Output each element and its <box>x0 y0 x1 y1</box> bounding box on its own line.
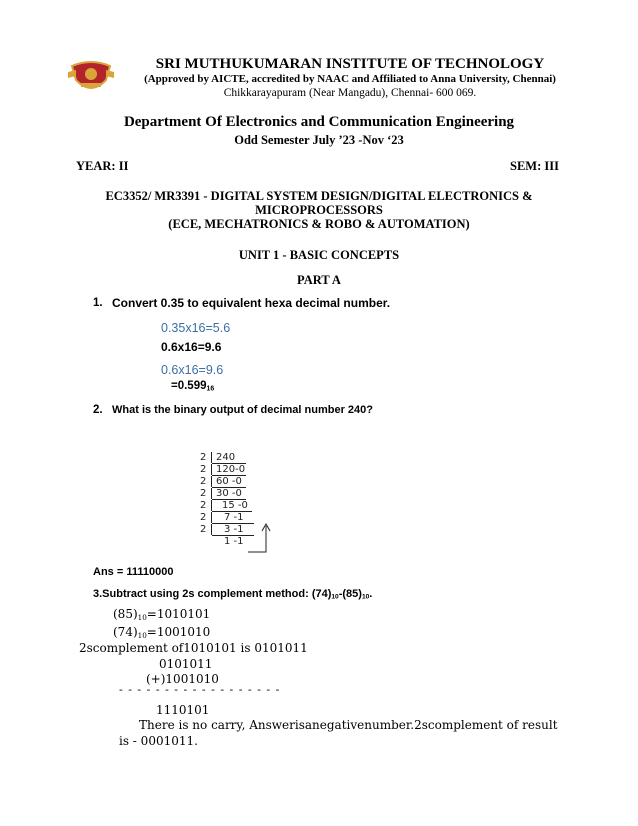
division-divisor: 2 <box>200 464 212 475</box>
division-divisor: 2 <box>200 512 212 523</box>
division-quotient: 60 -0 <box>212 476 246 488</box>
q3-question <box>93 588 372 601</box>
q3-line-74-value: =1001010 <box>146 625 211 639</box>
division-quotient: 120-0 <box>212 464 246 476</box>
division-quotient: 240 <box>212 452 246 464</box>
division-divisor: 2 <box>200 476 212 487</box>
q3-line-85-value: =1010101 <box>146 607 211 621</box>
q3-base-2: 10 <box>361 593 370 601</box>
q3-line-85-base: 10 <box>137 612 147 622</box>
semester-period: Odd Semester July ’23 -Nov ‘23 <box>234 133 404 147</box>
q3-line-74-base: 10 <box>137 630 147 640</box>
q1-number: 1. <box>93 297 103 309</box>
q3-line-74-label: (74) <box>113 625 138 639</box>
q1-result-base: 16 <box>206 385 215 393</box>
division-quotient: 3 -1 <box>212 524 254 536</box>
q3-line-85 <box>113 607 210 622</box>
q1-step-2: 0.6x16=9.6 <box>161 340 222 354</box>
q3-conclusion-line-2: is - 0001011. <box>119 734 198 748</box>
part-title: PART A <box>297 273 341 287</box>
q3-conclusion-line-1: There is no carry, Answerisanegativenumber.2scomplement of result <box>139 718 558 732</box>
division-divisor: 2 <box>200 452 212 463</box>
division-last-row <box>216 536 244 547</box>
division-quotient: 15 -0 <box>212 500 252 512</box>
division-row <box>200 452 246 464</box>
q1-result <box>171 380 214 393</box>
course-line-2: MICROPROCESSORS <box>255 203 383 217</box>
q3-dashed-rule: - - - - - - - - - - - - - - - - - - <box>119 683 281 696</box>
q3-base-1: 10 <box>331 593 339 601</box>
q3-question-prefix: 3.Subtract using 2s complement method: (74) <box>93 588 332 600</box>
division-row <box>200 488 246 500</box>
division-row <box>200 464 246 476</box>
institute-logo <box>68 56 114 96</box>
q1-step-3: 0.6x16=9.6 <box>161 363 224 377</box>
course-line-3: (ECE, MECHATRONICS & ROBO & AUTOMATION) <box>168 217 470 231</box>
division-row <box>200 500 252 512</box>
unit-title: UNIT 1 - BASIC CONCEPTS <box>238 248 400 262</box>
q3-addend-2: (+)1001010 <box>146 672 219 686</box>
q3-addend-1: 0101011 <box>159 657 213 671</box>
read-upward-arrow <box>244 520 274 554</box>
q2-number: 2. <box>93 404 103 416</box>
address-line: Chikkarayapuram (Near Mangadu), Chennai- 600 069. <box>223 87 477 99</box>
division-quotient: 30 -0 <box>212 488 246 500</box>
q2-question: What is the binary output of decimal number 240? <box>112 404 373 416</box>
course-line-1: EC3352/ MR3391 - DIGITAL SYSTEM DESIGN/DIGITAL ELECTRONICS & <box>105 189 533 203</box>
division-quotient: 7 -1 <box>212 512 254 524</box>
q3-complement-line: 2scomplement of1010101 is 0101011 <box>79 641 308 655</box>
division-last-value: 1 -1 <box>224 536 244 547</box>
division-divisor: 2 <box>200 488 212 499</box>
approval-line: (Approved by AICTE, accredited by NAAC and Affiliated to Anna University, Chennai) <box>144 73 556 85</box>
q3-line-85-label: (85) <box>113 607 138 621</box>
year-label: YEAR: II <box>76 159 129 173</box>
q3-line-74 <box>113 625 210 640</box>
department-title: Department Of Electronics and Communication Engineering <box>123 114 515 130</box>
q3-sum: 1110101 <box>156 703 210 717</box>
sem-label: SEM: III <box>510 159 559 173</box>
q1-result-value: =0.599 <box>171 380 207 392</box>
division-row <box>200 476 246 488</box>
q1-step-1: 0.35x16=5.6 <box>161 321 231 335</box>
division-divisor: 2 <box>200 524 212 535</box>
q3-question-mid: -(85) <box>338 588 362 600</box>
q2-answer: Ans = 11110000 <box>93 566 174 578</box>
division-divisor: 2 <box>200 500 212 511</box>
institute-name: SRI MUTHUKUMARAN INSTITUTE OF TECHNOLOGY <box>155 56 545 72</box>
q1-question: Convert 0.35 to equivalent hexa decimal number. <box>112 296 391 310</box>
q3-question-suffix: . <box>369 588 373 600</box>
